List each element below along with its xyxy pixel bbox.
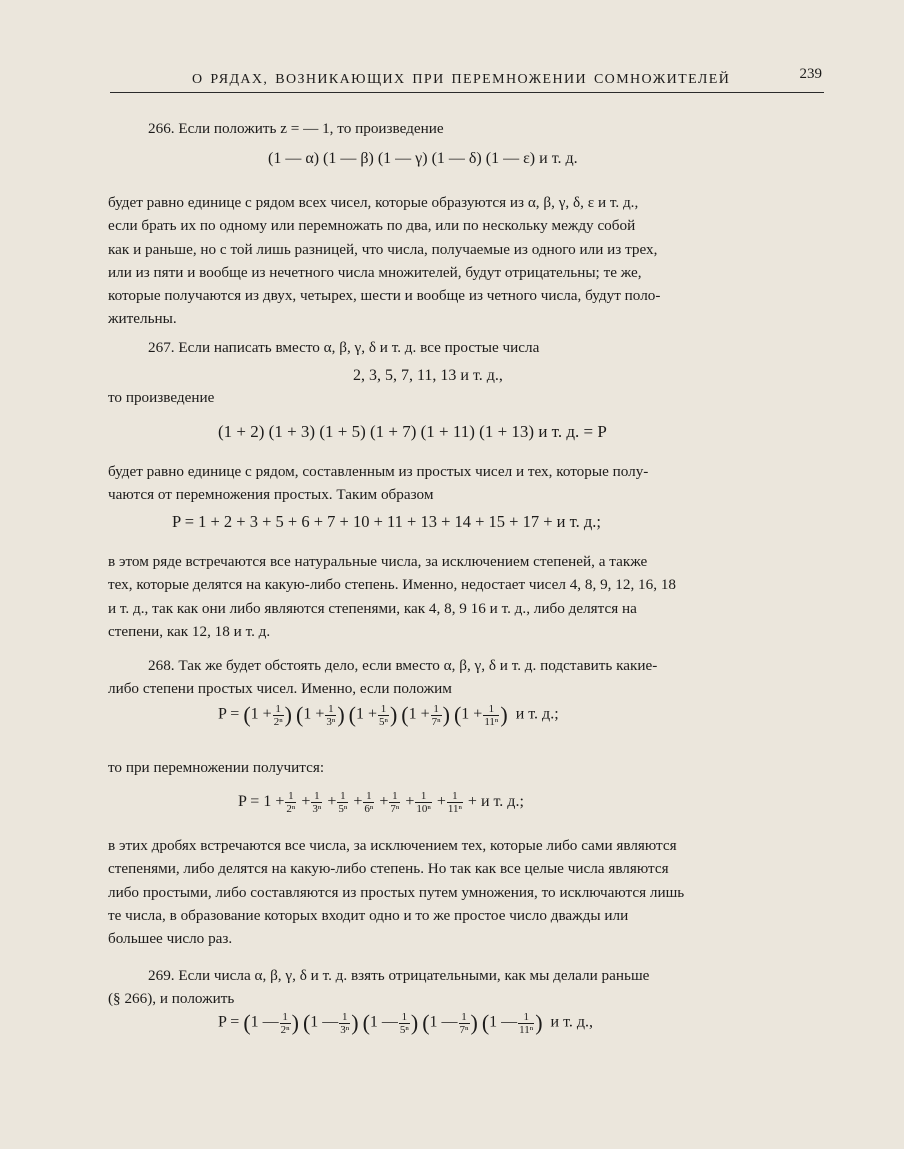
text-line: (§ 266), и положить xyxy=(108,990,235,1008)
formula-tail: и т. д.; xyxy=(515,705,559,723)
text-line: те числа, в образование которых входит одно и то же простое число дважды или xyxy=(108,906,629,924)
text-line: 268. Так же будет обстоять дело, если вместо α, β, γ, δ и т. д. подставить какие- xyxy=(148,657,658,674)
power-series-formula: P = 1 + $\frac{1}{\text{2ⁿ}}$ + $\frac{1}{\text{3ⁿ}}$ + $\frac{1}{\text{5ⁿ}}$ + $\frac{1}{\text{6ⁿ}}$ + $\frac{1}{\text{7ⁿ}}$ + $\frac{1}{\text{10ⁿ}}$ + $\frac{1}{\text{11ⁿ}}$ + и т. д.; xyxy=(238,790,524,815)
section-268-intro xyxy=(108,654,823,701)
formula-tail: и т. д., xyxy=(550,1013,594,1031)
formula-lhs: P = xyxy=(218,705,240,723)
section-268-then: то при перемножении получится: xyxy=(108,759,325,776)
fraction: $\frac{1}{\text{3ⁿ}}$ xyxy=(326,702,336,728)
fraction: $\frac{1}{\text{7ⁿ}}$ xyxy=(390,790,400,815)
fraction: $\frac{1}{\text{2ⁿ}}$ xyxy=(280,1010,290,1036)
fraction: $\frac{1}{\text{6ⁿ}}$ xyxy=(364,790,374,815)
fraction: $\frac{1}{\text{5ⁿ}}$ xyxy=(399,1010,409,1036)
fraction: $\frac{1}{\text{3ⁿ}}$ xyxy=(312,790,322,815)
section-266-intro: 266. Если положить z = — 1, то произведение xyxy=(148,120,444,137)
fraction: $\frac{1}{\text{3ⁿ}}$ xyxy=(340,1010,350,1036)
negative-product-formula: P = (1 — $\frac{1}{\text{2ⁿ}}$ ) (1 — $\frac{1}{\text{3ⁿ}}$ ) (1 — $\frac{1}{\text{5ⁿ}}$ ) (1 — $\frac{1}{\text{7ⁿ}}$ ) (1 — $\frac{1}{\text{11ⁿ}}$ ) и т. д., xyxy=(218,1010,594,1036)
text-line: в этих дробях встречаются все числа, за исключением тех, которые либо сами являются xyxy=(108,837,677,854)
text-line: степени, как 12, 18 и т. д. xyxy=(108,622,271,640)
text-line: либо степени простых чисел. Именно, если положим xyxy=(108,680,452,698)
running-header xyxy=(110,66,824,93)
text-line: 269. Если числа α, β, γ, δ и т. д. взять отрицательными, как мы делали раньше xyxy=(148,967,650,984)
text-line: большее число раз. xyxy=(108,930,233,948)
text-line: в этом ряде встречаются все натуральные числа, за исключением степеней, а также xyxy=(108,553,648,570)
section-269-intro xyxy=(108,964,823,1011)
section-267-intro: 267. Если написать вместо α, β, γ, δ и т. д. все простые числа xyxy=(148,339,540,356)
text-line: будет равно единице с рядом, составленным из простых чисел и тех, которые полу- xyxy=(108,463,649,480)
fraction: $\frac{1}{\text{2ⁿ}}$ xyxy=(273,702,283,728)
fraction: $\frac{1}{\text{2ⁿ}}$ xyxy=(286,790,296,815)
formula-lhs: P = xyxy=(218,1013,240,1031)
power-product-formula: P = (1 + $\frac{1}{\text{2ⁿ}}$ ) (1 + $\frac{1}{\text{3ⁿ}}$ ) (1 + $\frac{1}{\text{5ⁿ}}$ ) (1 + $\frac{1}{\text{7ⁿ}}$ ) (1 + $\frac{1}{\text{11ⁿ}}$ ) и т. д.; xyxy=(218,702,559,728)
fraction: $\frac{1}{\text{5ⁿ}}$ xyxy=(338,790,348,815)
page-number: 239 xyxy=(799,66,822,82)
section-268-body xyxy=(108,834,823,950)
running-title: О РЯДАХ, ВОЗНИКАЮЩИХ ПРИ ПЕРЕМНОЖЕНИИ СОМНОЖИТЕЛЕЙ xyxy=(192,72,731,87)
product-formula: (1 + 2) (1 + 3) (1 + 5) (1 + 7) (1 + 11) (1 + 13) и т. д. = P xyxy=(218,422,607,441)
formula-lhs: P = 1 xyxy=(238,793,272,811)
fraction: $\frac{1}{\text{11ⁿ}}$ xyxy=(447,790,462,815)
text-line: степенями, либо делятся на какую-либо степень. Но так как все целые числа являются xyxy=(108,860,669,878)
fraction: $\frac{1}{\text{7ⁿ}}$ xyxy=(431,702,441,728)
text-line: тех, которые делятся на какую-либо степень. Именно, недостает чисел 4, 8, 9, 12, 16, 18 xyxy=(108,576,677,594)
text-line: жительны. xyxy=(108,310,177,328)
text-line: чаются от перемножения простых. Таким образом xyxy=(108,486,434,504)
text-line: как и раньше, но с той лишь разницей, что числа, получаемые из одного или из трех, xyxy=(108,240,658,258)
text-line: которые получаются из двух, четырех, шести и вообще из четного числа, будут поло- xyxy=(108,287,661,305)
series-formula: P = 1 + 2 + 3 + 5 + 6 + 7 + 10 + 11 + 13 + 14 + 15 + 17 + и т. д.; xyxy=(172,512,601,531)
fraction: $\frac{1}{\text{5ⁿ}}$ xyxy=(379,702,388,728)
text-line: или из пяти и вообще из нечетного числа множителей, будут отрицательны; те же, xyxy=(108,263,642,281)
formula-tail: + и т. д.; xyxy=(467,793,524,811)
section-267-then: то произведение xyxy=(108,389,215,406)
section-266-body xyxy=(108,191,823,331)
section-267-body-2 xyxy=(108,550,823,643)
section-267-body-1 xyxy=(108,460,823,507)
fraction: $\frac{1}{\text{11ⁿ}}$ xyxy=(519,1010,534,1036)
text-line: если брать их по одному или перемножать по два, или по нескольку между собой xyxy=(108,217,636,235)
section-266-formula: (1 — α) (1 — β) (1 — γ) (1 — δ) (1 — ε) и т. д. xyxy=(268,150,578,167)
text-line: либо простыми, либо составляются из простых путем умножения, то исключаются лишь xyxy=(108,883,685,901)
text-line: будет равно единице с рядом всех чисел, которые образуются из α, β, γ, δ, ε и т. д., xyxy=(108,194,639,211)
fraction: $\frac{1}{\text{10ⁿ}}$ xyxy=(416,790,431,815)
fraction: $\frac{1}{\text{11ⁿ}}$ xyxy=(484,702,499,728)
fraction: $\frac{1}{\text{7ⁿ}}$ xyxy=(459,1010,469,1036)
primes-list: 2, 3, 5, 7, 11, 13 и т. д., xyxy=(353,367,503,384)
text-line: и т. д., так как они либо являются степенями, как 4, 8, 9 16 и т. д., либо делятся на xyxy=(108,599,637,617)
